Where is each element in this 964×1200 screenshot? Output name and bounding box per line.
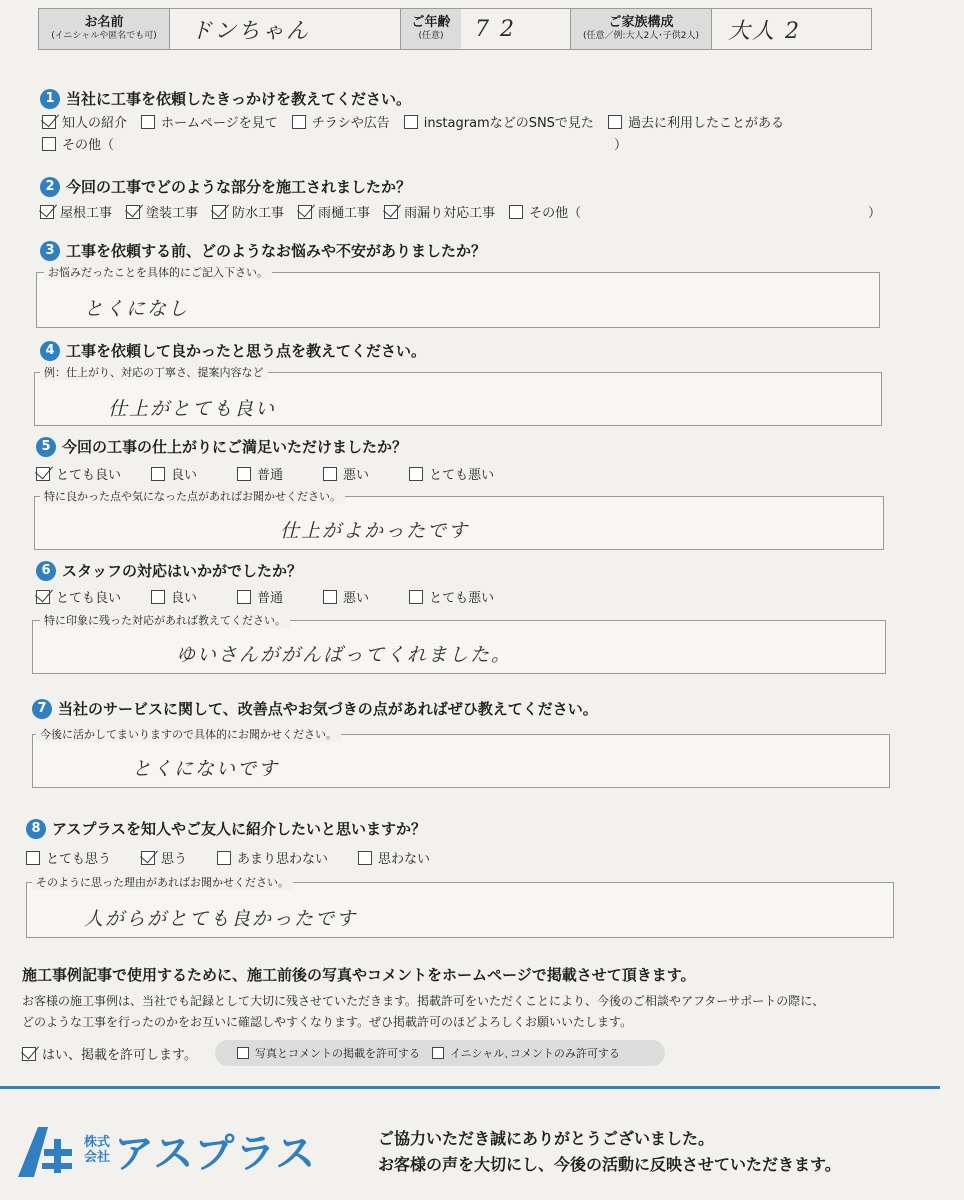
q2-option-leak[interactable] (384, 202, 495, 221)
option-label: とても思う (46, 852, 112, 867)
company-name: アスプラス (114, 1131, 317, 1177)
q1-option-flyer[interactable] (292, 112, 390, 131)
option-label: 悪い (343, 468, 370, 483)
permit-option-photo-comment[interactable] (237, 1045, 420, 1061)
company-kaisha: 株式会社 (84, 1135, 111, 1165)
checkbox[interactable] (409, 590, 423, 604)
q5-answer: 仕上がよかったです (280, 520, 470, 542)
permit-option-initial-comment[interactable] (432, 1045, 620, 1061)
q7-box-label: 今後に活かしてまいりますので具体的にお聞かせください。 (36, 726, 341, 742)
option-label: 思う (161, 852, 188, 867)
q5-option-very-bad[interactable] (409, 464, 494, 483)
q6-options (36, 587, 508, 606)
option-label: とても良い (56, 468, 122, 483)
family-sublabel: (任意／例:大人2人･子供2人) (582, 31, 699, 42)
aspluss-logo-icon (14, 1123, 78, 1179)
q1-other-row (42, 134, 642, 153)
checkbox[interactable] (432, 1047, 444, 1059)
checkbox[interactable] (404, 115, 418, 129)
option-label: 写真とコメントの掲載を許可する (255, 1047, 420, 1060)
q1-title: 当社に工事を依頼したきっかけを教えてください。 (66, 90, 412, 108)
q1-number: 1 (40, 89, 60, 109)
checkbox[interactable] (409, 467, 423, 481)
q1-heading (40, 88, 411, 109)
checkbox[interactable] (237, 467, 251, 481)
checkbox[interactable] (608, 115, 622, 129)
footer-divider (0, 1086, 940, 1089)
q2-option-gutter[interactable] (298, 202, 370, 221)
q8-option-disagree-somewhat[interactable] (217, 848, 328, 867)
q6-option-average[interactable] (237, 587, 283, 606)
option-label: その他（ (529, 206, 582, 221)
q8-option-agree[interactable] (141, 848, 187, 867)
permit-label: はい、掲載を許可します。 (42, 1048, 197, 1063)
q6-heading (36, 560, 302, 581)
publish-notice-title: 施工事例記事で使用するために、施工前後の写真やコメントをホームページで掲載させて頂きます。 (22, 966, 696, 984)
q2-option-other[interactable] (509, 202, 581, 221)
q5-title: 今回の工事の仕上がりにご満足いただけましたか？ (62, 438, 408, 456)
checkbox[interactable] (358, 851, 372, 865)
option-label: 雨樋工事 (318, 206, 371, 221)
checkbox[interactable] (126, 205, 140, 219)
checkbox[interactable] (298, 205, 312, 219)
q7-number: 7 (32, 699, 52, 719)
publish-notice-line1: お客様の施工事例は、当社でも記録として大切に残させていただきます。掲載許可をいただくことにより、今後のご相談やアフターサポートの際に、 (22, 994, 825, 1008)
q1-option-referral[interactable] (42, 112, 127, 131)
q5-option-good[interactable] (151, 464, 197, 483)
option-label: あまり思わない (237, 852, 329, 867)
checkbox[interactable] (151, 590, 165, 604)
q5-heading (36, 436, 407, 457)
q6-option-very-bad[interactable] (409, 587, 494, 606)
q5-option-bad[interactable] (323, 464, 369, 483)
q8-answer: 人がらがとても良かったです (84, 908, 358, 930)
q6-option-very-good[interactable] (36, 587, 121, 606)
permit-suboptions (215, 1040, 665, 1066)
family-field[interactable] (711, 9, 871, 49)
q8-title: アスプラスを知人やご友人に紹介したいと思いますか？ (52, 820, 426, 838)
family-label-cell (571, 9, 711, 49)
q4-answer: 仕上がとても良い (108, 398, 277, 420)
checkbox[interactable] (212, 205, 226, 219)
q8-options (26, 848, 444, 867)
q6-number: 6 (36, 561, 56, 581)
option-label: とても悪い (429, 468, 495, 483)
q2-other-close-paren: ） (868, 206, 882, 221)
option-label: イニシャル､コメントのみ許可する (450, 1047, 620, 1060)
checkbox[interactable] (217, 851, 231, 865)
q4-box-label: 例：仕上がり、対応の丁寧さ、提案内容など (40, 364, 268, 380)
family-label: ご家族構成 (608, 15, 674, 31)
checkbox[interactable] (237, 1047, 249, 1059)
q5-number: 5 (36, 437, 56, 457)
q4-number: 4 (40, 341, 60, 361)
q6-option-good[interactable] (151, 587, 197, 606)
q5-options (36, 464, 508, 483)
name-sublabel: (イニシャルや匿名でも可) (51, 31, 157, 42)
option-label: ホームページを見て (161, 116, 278, 131)
q2-option-waterproof[interactable] (212, 202, 284, 221)
thanks-line2: お客様の声を大切にし、今後の活動に反映させていただきます。 (378, 1155, 841, 1174)
q7-answer: とくにないです (132, 758, 280, 780)
option-label: 雨漏り対応工事 (404, 206, 496, 221)
q3-number: 3 (40, 241, 60, 261)
option-label: 思わない (378, 852, 431, 867)
checkbox[interactable] (384, 205, 398, 219)
q6-title: スタッフの対応はいかがでしたか？ (62, 562, 303, 580)
q1-options (42, 112, 798, 131)
q4-heading (40, 340, 426, 361)
option-label: 防水工事 (232, 206, 285, 221)
checkbox[interactable] (42, 115, 56, 129)
checkbox[interactable] (323, 467, 337, 481)
option-label: 普通 (257, 591, 284, 606)
q6-box-label: 特に印象に残った対応があれば教えてください。 (40, 612, 290, 628)
name-value: ドンちゃん (190, 18, 311, 44)
age-label: ご年齢 (411, 15, 451, 31)
checkbox[interactable] (36, 590, 50, 604)
option-label: チラシや広告 (311, 116, 390, 131)
checkbox[interactable] (40, 205, 54, 219)
checkbox[interactable] (323, 590, 337, 604)
name-field[interactable] (169, 9, 401, 49)
header-table (38, 8, 872, 50)
option-label: その他（ (62, 138, 115, 153)
q2-option-roof[interactable] (40, 202, 112, 221)
thanks-line1: ご協力いただき誠にありがとうございました。 (378, 1129, 715, 1148)
q1-option-homepage[interactable] (141, 112, 278, 131)
checkbox[interactable] (36, 467, 50, 481)
q8-heading (26, 818, 426, 839)
option-label: 悪い (343, 591, 370, 606)
q1-other-close-paren: ） (614, 138, 628, 153)
q6-option-bad[interactable] (323, 587, 369, 606)
q6-answer: ゆいさんががんばってくれました。 (176, 644, 513, 666)
q1-option-sns[interactable] (404, 112, 594, 131)
q2-options (40, 202, 880, 221)
option-label: 知人の紹介 (62, 116, 128, 131)
name-label: お名前 (84, 15, 124, 31)
q8-number: 8 (26, 819, 46, 839)
checkbox[interactable] (42, 137, 56, 151)
option-label: 塗装工事 (146, 206, 199, 221)
q5-option-very-good[interactable] (36, 464, 121, 483)
q2-title: 今回の工事でどのような部分を施工されましたか？ (66, 178, 412, 196)
option-label: instagramなどのSNSで見た (423, 116, 594, 131)
q2-number: 2 (40, 177, 60, 197)
checkbox[interactable] (141, 115, 155, 129)
option-label: 良い (171, 591, 198, 606)
q5-option-average[interactable] (237, 464, 283, 483)
q1-option-other[interactable] (42, 134, 114, 153)
q3-heading (40, 240, 486, 261)
company-logo (14, 1122, 316, 1179)
option-label: 過去に利用したことがある (627, 116, 784, 131)
checkbox[interactable] (292, 115, 306, 129)
checkbox[interactable] (509, 205, 523, 219)
publish-notice-line2: どのような工事を行ったのかをお互いに確認しやすくなります。ぜひ掲載許可のほどよろしくお願いいたします。 (22, 1015, 633, 1029)
q3-title: 工事を依頼する前、どのようなお悩みや不安がありましたか？ (66, 242, 487, 260)
option-label: 普通 (257, 468, 284, 483)
age-field[interactable] (461, 9, 571, 49)
q8-option-disagree[interactable] (358, 848, 430, 867)
checkbox[interactable] (237, 590, 251, 604)
q2-option-painting[interactable] (126, 202, 198, 221)
family-value: 大人 2 (728, 18, 801, 44)
q5-box-label: 特に良かった点や気になった点があればお聞かせください。 (40, 488, 345, 504)
age-sublabel: (任意) (418, 31, 444, 42)
q3-answer: とくになし (84, 298, 190, 320)
q8-box-label: そのように思った理由があればお聞かせください。 (32, 874, 293, 890)
permit-checkbox-row[interactable] (22, 1044, 197, 1063)
option-label: とても良い (56, 591, 122, 606)
option-label: とても悪い (429, 591, 495, 606)
option-label: 屋根工事 (60, 206, 113, 221)
q1-option-past-use[interactable] (608, 112, 784, 131)
name-label-cell (39, 9, 169, 49)
age-label-cell (401, 9, 461, 49)
checkbox[interactable] (141, 851, 155, 865)
q3-box-label: お悩みだったことを具体的にご記入下さい。 (44, 264, 272, 280)
checkbox[interactable] (22, 1047, 36, 1061)
checkbox[interactable] (151, 467, 165, 481)
q2-heading (40, 176, 411, 197)
checkbox[interactable] (26, 851, 40, 865)
age-value: 7 2 (475, 16, 516, 42)
q7-heading (32, 698, 598, 719)
q7-title: 当社のサービスに関して、改善点やお気づきの点があればぜひ教えてください。 (58, 700, 598, 718)
q8-option-strongly-agree[interactable] (26, 848, 111, 867)
q4-title: 工事を依頼して良かったと思う点を教えてください。 (66, 342, 427, 360)
option-label: 良い (171, 468, 198, 483)
